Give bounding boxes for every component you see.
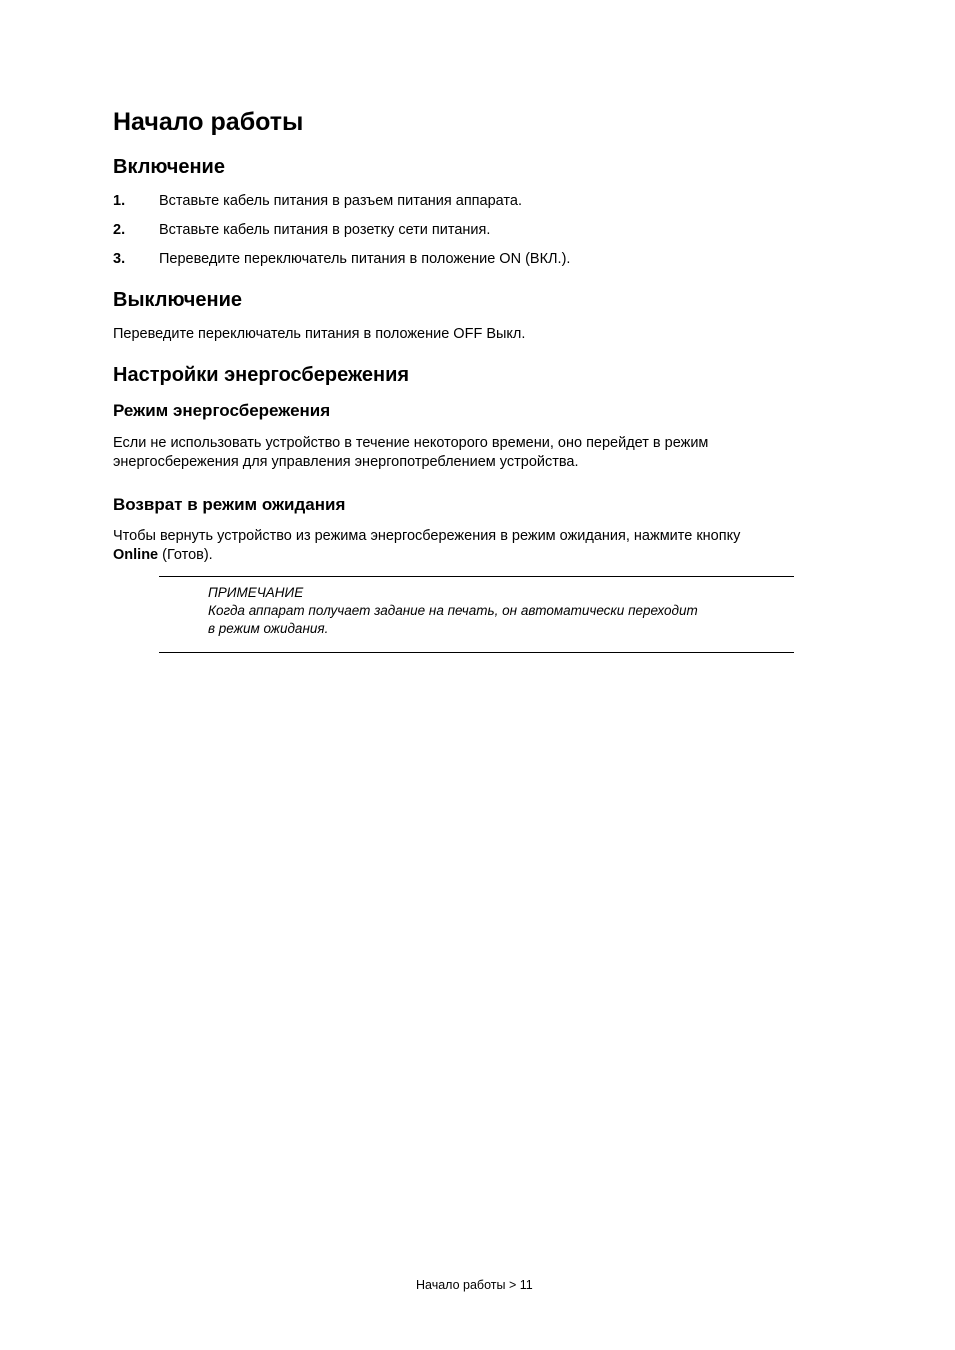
energy-settings-heading: Настройки энергосбережения — [113, 364, 410, 386]
step-1-number: 1. — [113, 193, 126, 209]
power-on-heading: Включение — [113, 156, 225, 178]
online-button-caption: (Готов). — [158, 547, 213, 563]
online-button-name: Online — [113, 547, 159, 563]
step-1-text: Вставьте кабель питания в разъем питания аппарата. — [159, 193, 522, 209]
standby-text-line-2 — [113, 546, 213, 565]
standby-text-line-1: Чтобы вернуть устройство из режима энергосбережения в режим ожидания, нажмите кнопку — [113, 528, 741, 544]
step-3-text: Переведите переключатель питания в положение ON (ВКЛ.). — [159, 251, 571, 267]
page-footer: Начало работы > 11 — [416, 1278, 533, 1292]
power-off-text: Переведите переключатель питания в положение OFF Выкл. — [113, 326, 526, 342]
page-title: Начало работы — [113, 108, 304, 136]
note-text-line-1: Когда аппарат получает задание на печать, он автоматически переходит — [208, 603, 698, 618]
note-top-divider — [159, 576, 794, 577]
power-off-heading: Выключение — [113, 289, 243, 311]
note-bottom-divider — [159, 652, 794, 653]
step-2-text: Вставьте кабель питания в розетку сети питания. — [159, 222, 491, 238]
energy-mode-heading: Режим энергосбережения — [113, 401, 331, 420]
energy-mode-text-line-2: энергосбережения для управления энергопотреблением устройства. — [113, 454, 579, 470]
note-label: ПРИМЕЧАНИЕ — [208, 585, 304, 600]
standby-heading: Возврат в режим ожидания — [113, 495, 346, 514]
step-3-number: 3. — [113, 251, 126, 267]
energy-mode-text-line-1: Если не использовать устройство в течение некоторого времени, оно перейдет в режим — [113, 435, 709, 451]
step-2-number: 2. — [113, 222, 126, 238]
note-text-line-2: в режим ожидания. — [208, 621, 329, 636]
